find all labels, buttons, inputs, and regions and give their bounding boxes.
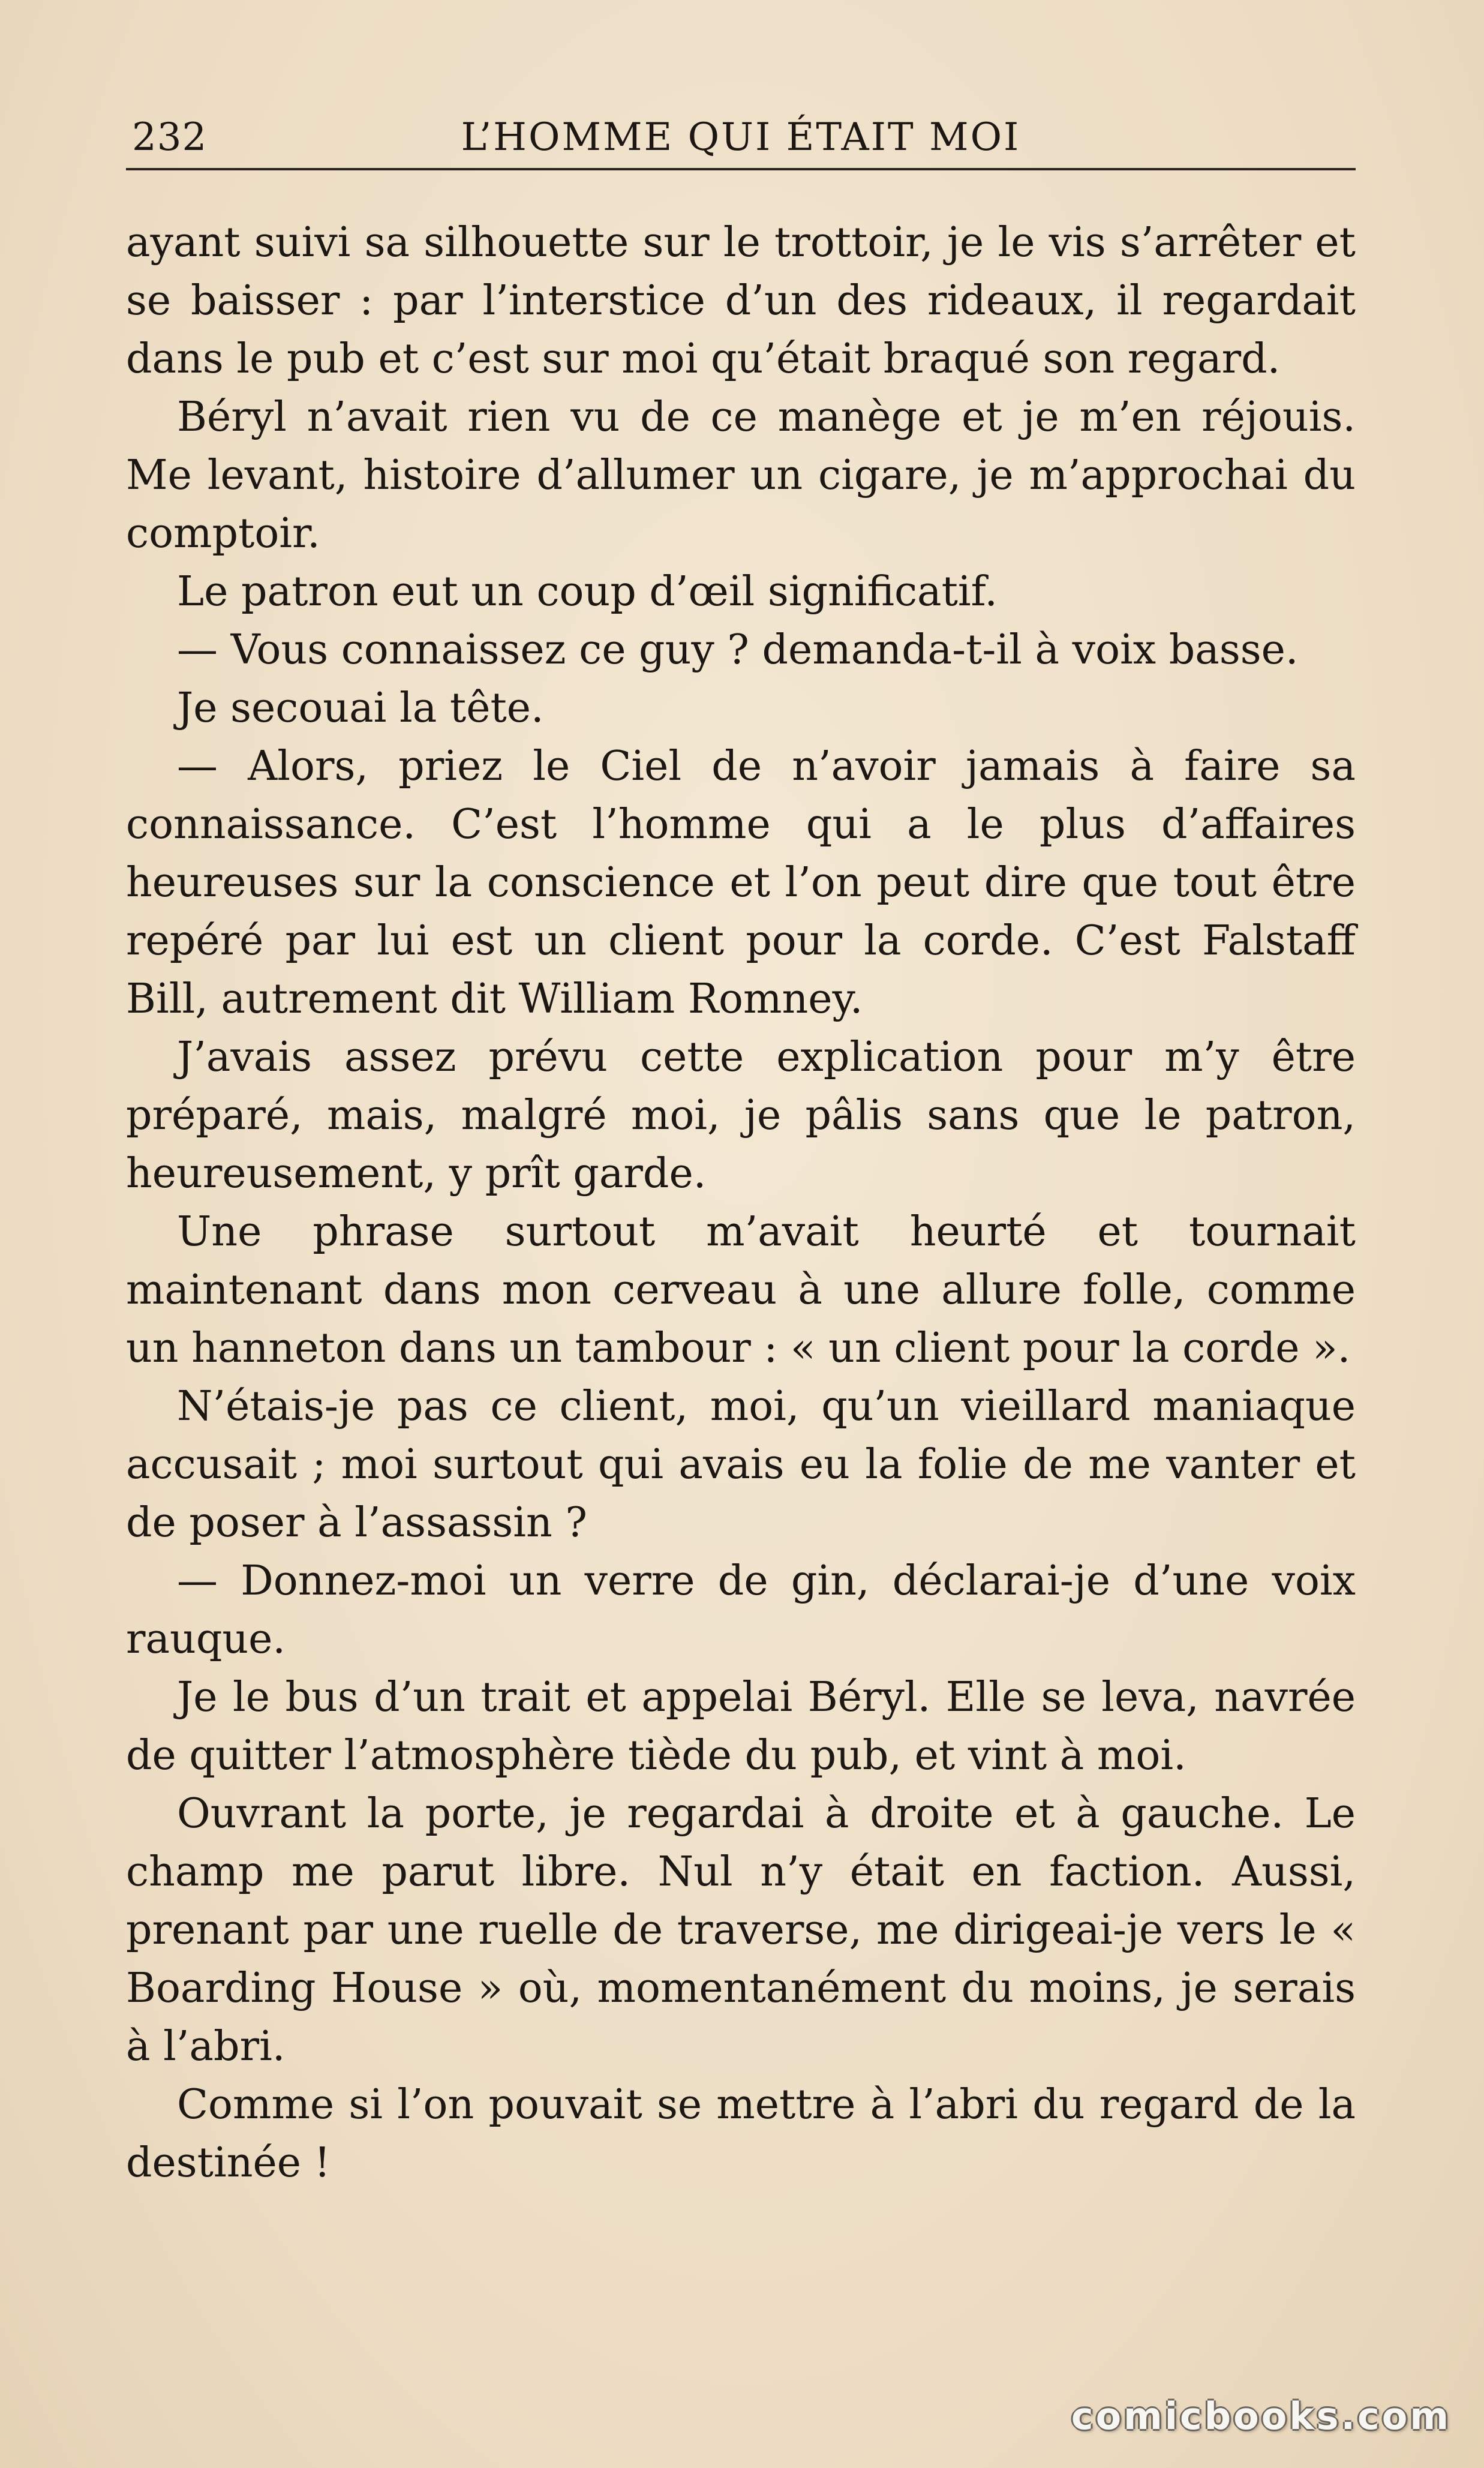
book-page	[126, 90, 1356, 2370]
paragraph: — Alors, priez le Ciel de n’avoir jamais à faire sa connaissance. C’est l’homme qui a le plus d’affaires heureuses sur la conscience et l’on peut dire que tout être repéré par lui est un client pour la corde. C’est Falstaff Bill, autrement dit William Romney.	[126, 743, 1356, 1023]
paragraph: Comme si l’on pouvait se mettre à l’abri du regard de la destinée !	[126, 2081, 1356, 2187]
body-text	[126, 214, 1356, 2192]
paragraph: Béryl n’avait rien vu de ce manège et je m’en réjouis. Me levant, histoire d’allumer un cigare, je m’approchai du comptoir.	[126, 394, 1356, 557]
paragraph: Je le bus d’un trait et appelai Béryl. Elle se leva, navrée de quitter l’atmosphère tiède du pub, et vint à moi.	[126, 1674, 1356, 1779]
paragraph: J’avais assez prévu cette explication pour m’y être préparé, mais, malgré moi, je pâlis sans que le patron, heureusement, y prît garde.	[126, 1034, 1356, 1197]
watermark: comicbooks.com	[1071, 2394, 1451, 2438]
page-number: 232	[132, 115, 208, 160]
paragraph: Le patron eut un coup d’œil significatif.	[177, 568, 998, 616]
paragraph: ayant suivi sa silhouette sur le trottoir, je le vis s’arrêter et se baisser : par l’interstice d’un des rideaux, il regardait dans le pub et c’est sur moi qu’était braqué son regard.	[126, 219, 1356, 383]
paragraph: — Vous connaissez ce guy ? demanda-t-il à voix basse.	[177, 626, 1299, 674]
paragraph: N’étais-je pas ce client, moi, qu’un vieillard maniaque accusait ; moi surtout qui avais eu la folie de me vanter et de poser à l’assassin ?	[126, 1383, 1356, 1547]
paragraph: Une phrase surtout m’avait heurté et tournait maintenant dans mon cerveau à une allure folle, comme un hanneton dans un tambour : « un client pour la corde ».	[126, 1208, 1356, 1372]
paragraph: Ouvrant la porte, je regardai à droite et à gauche. Le champ me parut libre. Nul n’y était en faction. Aussi, prenant par une ruelle de traverse, me dirigeai-je vers le « Boarding House » où, momentanément du moins, je serais à l’abri.	[126, 1790, 1356, 2070]
running-head	[126, 90, 1356, 170]
paragraph: Je secouai la tête.	[177, 684, 544, 732]
paragraph: — Donnez-moi un verre de gin, déclarai-je d’une voix rauque.	[126, 1557, 1356, 1663]
book-title: L’HOMME QUI ÉTAIT MOI	[461, 115, 1021, 160]
